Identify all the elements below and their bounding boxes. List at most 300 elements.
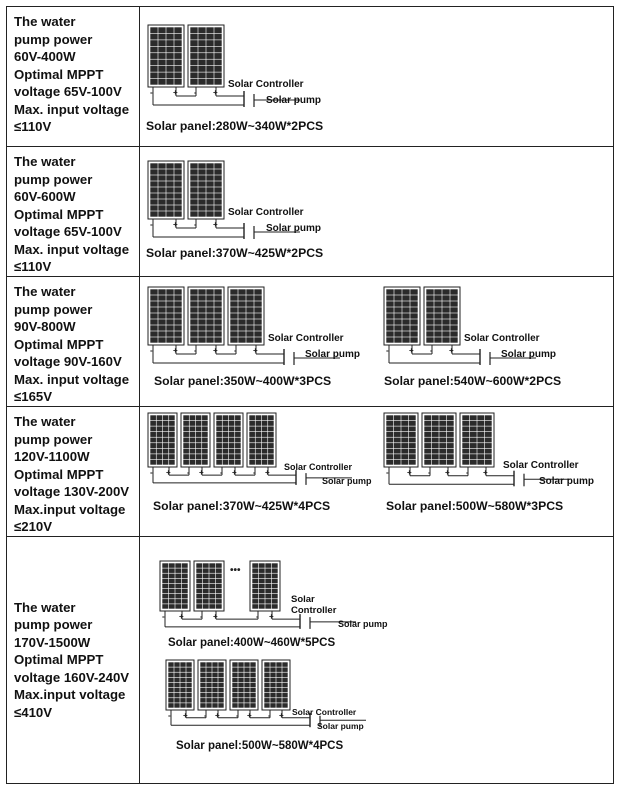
panel-cell <box>196 438 202 443</box>
panel-cell <box>206 66 213 72</box>
diagram-caption: Solar panel:370W~425W*4PCS <box>153 499 331 513</box>
panel-cell <box>168 667 173 672</box>
panel-cell <box>238 698 243 703</box>
panel-cell <box>256 443 262 448</box>
pump-label: Solar pump <box>266 95 322 106</box>
spec-cell: The water pump power 120V-1100W Optimal MPPT voltage 130V-200V Max.input voltage ≤210V <box>7 407 140 536</box>
panel-cell <box>168 683 173 688</box>
panel-cell <box>470 460 477 465</box>
wiring-diagram <box>140 7 610 137</box>
panel-cell <box>169 432 175 437</box>
plus-mark: + <box>445 468 450 477</box>
panel-cell <box>180 688 185 693</box>
panel-cell <box>276 667 281 672</box>
panel-cell <box>270 688 275 693</box>
panel-cell <box>230 295 237 300</box>
panel-cell <box>216 438 222 443</box>
panel-cell <box>250 678 255 683</box>
panel-cell <box>485 415 492 420</box>
panel-cell <box>282 693 287 698</box>
panel-cell <box>174 307 181 312</box>
panel-cell <box>183 449 189 454</box>
panel-cell <box>198 205 205 210</box>
panel-cell <box>200 678 205 683</box>
panel-cell <box>206 27 213 33</box>
panel-cell <box>409 415 416 420</box>
panel-cell <box>196 415 202 420</box>
panel-cell <box>174 40 181 46</box>
panel-cell <box>410 313 417 318</box>
controller-label: Solar Controller <box>228 79 304 90</box>
panel-cell <box>174 60 181 66</box>
panel-cell <box>262 438 268 443</box>
panel-cell <box>174 319 181 324</box>
panel-cell <box>442 337 449 342</box>
panel-cell <box>386 432 393 437</box>
minus-mark: - <box>168 711 171 720</box>
panel-cell <box>270 693 275 698</box>
panel-cell <box>232 678 237 683</box>
panel-cell <box>244 667 249 672</box>
panel-cell <box>186 673 191 678</box>
panel-cell <box>198 72 205 78</box>
panel-cell <box>394 337 401 342</box>
panel-cell <box>214 72 221 78</box>
panel-cell <box>166 181 173 186</box>
panel-cell <box>402 331 409 336</box>
panel-cell <box>477 426 484 431</box>
panel-cell <box>246 313 253 318</box>
panel-cell <box>254 295 261 300</box>
diagram-caption: Solar panel:280W~340W*2PCS <box>146 119 324 133</box>
panel-cell <box>238 703 243 708</box>
minus-mark: - <box>200 612 203 621</box>
panel-cell <box>485 421 492 426</box>
controller-label: Solar Controller <box>284 462 353 472</box>
panel-cell <box>249 449 255 454</box>
wiring-diagram <box>140 537 440 752</box>
panel-cell <box>229 449 235 454</box>
plus-mark: + <box>183 711 188 720</box>
panel-cell <box>174 72 181 78</box>
panel-cell <box>218 678 223 683</box>
panel-cell <box>186 662 191 667</box>
panel-cell <box>447 438 454 443</box>
panel-cell <box>434 331 441 336</box>
panel-cell <box>232 673 237 678</box>
panel-cell <box>174 163 181 168</box>
panel-cell <box>218 667 223 672</box>
panel-cell <box>183 426 189 431</box>
panel-cell <box>401 426 408 431</box>
panel-cell <box>470 415 477 420</box>
panel-cell <box>166 337 173 342</box>
panel-cell <box>276 683 281 688</box>
panel-cell <box>190 193 197 198</box>
panel-cell <box>166 169 173 174</box>
panel-cell <box>238 337 245 342</box>
panel-cell <box>470 443 477 448</box>
panel-cell <box>402 325 409 330</box>
minus-mark: - <box>162 612 165 621</box>
panel-cell <box>434 337 441 342</box>
panel-cell <box>214 211 221 216</box>
panel-cell <box>183 421 189 426</box>
panel-cell <box>235 438 241 443</box>
panel-cell <box>229 438 235 443</box>
panel-cell <box>200 673 205 678</box>
panel-cell <box>477 460 484 465</box>
panel-cell <box>206 47 213 53</box>
panel-cell <box>229 454 235 459</box>
panel-cell <box>214 163 221 168</box>
panel-cell <box>450 313 457 318</box>
panel-cell <box>200 693 205 698</box>
panel-cell <box>394 331 401 336</box>
panel-cell <box>169 421 175 426</box>
panel-cell <box>174 79 181 85</box>
minus-mark: - <box>187 468 190 477</box>
panel-cell <box>157 443 163 448</box>
panel-cell <box>270 683 275 688</box>
panel-cell <box>196 454 202 459</box>
panel-cell <box>450 301 457 306</box>
panel-cell <box>150 211 157 216</box>
panel-cell <box>238 307 245 312</box>
panel-cell <box>256 415 262 420</box>
panel-cell <box>174 211 181 216</box>
panel-cell <box>223 438 229 443</box>
panel-cell <box>229 432 235 437</box>
panel-cell <box>168 673 173 678</box>
panel-cell <box>250 673 255 678</box>
panel-cell <box>394 432 401 437</box>
panel-cell <box>206 319 213 324</box>
panel-cell <box>256 421 262 426</box>
panel-cell <box>214 66 221 72</box>
panel-cell <box>409 449 416 454</box>
table-row <box>7 277 613 407</box>
panel-cell <box>426 301 433 306</box>
panel-cell <box>206 169 213 174</box>
panel-cell <box>174 187 181 192</box>
plus-mark: + <box>449 346 454 355</box>
panel-cell <box>158 53 165 59</box>
panel-cell <box>442 325 449 330</box>
panel-cell <box>206 313 213 318</box>
panel-cell <box>163 443 169 448</box>
panel-cell <box>190 72 197 78</box>
panel-cell <box>202 449 208 454</box>
panel-cell <box>235 454 241 459</box>
panel-cell <box>166 53 173 59</box>
panel-cell <box>200 688 205 693</box>
panel-cell <box>268 454 274 459</box>
panel-cell <box>394 454 401 459</box>
panel-cell <box>206 693 211 698</box>
panel-cell <box>244 662 249 667</box>
panel-cell <box>249 460 255 465</box>
panel-cell <box>244 703 249 708</box>
panel-cell <box>180 698 185 703</box>
panel-cell <box>402 307 409 312</box>
panel-cell <box>262 415 268 420</box>
panel-cell <box>262 432 268 437</box>
panel-cell <box>212 673 217 678</box>
panel-cell <box>190 53 197 59</box>
panel-cell <box>409 443 416 448</box>
panel-cell <box>424 460 431 465</box>
panel-cell <box>238 289 245 294</box>
panel-cell <box>223 454 229 459</box>
panel-cell <box>442 319 449 324</box>
plus-mark: + <box>166 468 171 477</box>
panel-cell <box>462 454 469 459</box>
panel-cell <box>214 169 221 174</box>
panel-cell <box>198 211 205 216</box>
panel-cell <box>206 199 213 204</box>
panel-cell <box>424 421 431 426</box>
panel-cell <box>150 175 157 180</box>
panel-cell <box>174 325 181 330</box>
panel-cell <box>235 432 241 437</box>
panel-cell <box>402 289 409 294</box>
panel-cell <box>394 426 401 431</box>
panel-cell <box>150 295 157 300</box>
panel-cell <box>166 72 173 78</box>
solar-panel <box>228 287 264 345</box>
panel-cell <box>174 662 179 667</box>
panel-cell <box>198 53 205 59</box>
plus-mark: + <box>213 346 218 355</box>
panel-cell <box>394 460 401 465</box>
panel-cell <box>158 199 165 204</box>
panel-cell <box>434 319 441 324</box>
panel-cell <box>214 319 221 324</box>
controller-label: Solar Controller <box>228 207 304 218</box>
panel-cell <box>276 662 281 667</box>
panel-cell <box>183 432 189 437</box>
panel-cell <box>424 432 431 437</box>
panel-cell <box>401 449 408 454</box>
panel-cell <box>150 47 157 53</box>
panel-cell <box>432 443 439 448</box>
panel-cell <box>198 337 205 342</box>
panel-cell <box>386 313 393 318</box>
panel-cell <box>223 426 229 431</box>
panel-cell <box>174 53 181 59</box>
panel-cell <box>439 432 446 437</box>
panel-cell <box>250 698 255 703</box>
panel-cell <box>462 443 469 448</box>
panel-cell <box>166 325 173 330</box>
panel-cell <box>394 301 401 306</box>
panel-cell <box>158 79 165 85</box>
panel-cell <box>150 460 156 465</box>
panel-cell <box>190 187 197 192</box>
panel-cell <box>150 426 156 431</box>
panel-cell <box>470 432 477 437</box>
panel-cell <box>200 662 205 667</box>
panel-cell <box>470 438 477 443</box>
panel-cell <box>254 319 261 324</box>
panel-cell <box>410 331 417 336</box>
panel-cell <box>212 662 217 667</box>
panel-cell <box>402 295 409 300</box>
minus-mark: - <box>220 468 223 477</box>
minus-mark: - <box>194 220 197 229</box>
panel-cell <box>180 703 185 708</box>
panel-cell <box>169 426 175 431</box>
panel-cell <box>282 683 287 688</box>
panel-cell <box>485 449 492 454</box>
panel-cell <box>186 667 191 672</box>
minus-mark: - <box>234 346 237 355</box>
solar-panel <box>148 413 177 467</box>
panel-cell <box>386 337 393 342</box>
panel-cell <box>442 313 449 318</box>
panel-cell <box>202 438 208 443</box>
panel-cell <box>256 438 262 443</box>
panel-cell <box>174 47 181 53</box>
panel-cell <box>216 443 222 448</box>
pump-label: Solar pump <box>501 349 557 360</box>
panel-cell <box>477 432 484 437</box>
panel-cell <box>401 460 408 465</box>
panel-cell <box>470 426 477 431</box>
panel-cell <box>174 301 181 306</box>
controller-label: Solar <box>291 594 315 605</box>
panel-cell <box>200 698 205 703</box>
panel-cell <box>206 683 211 688</box>
panel-cell <box>202 421 208 426</box>
pump-label: Solar pump <box>305 349 361 360</box>
panel-cell <box>477 449 484 454</box>
panel-cell <box>447 432 454 437</box>
panel-cell <box>409 454 416 459</box>
panel-cell <box>198 47 205 53</box>
panel-cell <box>256 454 262 459</box>
panel-cell <box>238 313 245 318</box>
panel-cell <box>166 60 173 66</box>
panel-cell <box>462 432 469 437</box>
panel-cell <box>246 325 253 330</box>
diagram-caption: Solar panel:370W~425W*2PCS <box>146 246 324 260</box>
panel-cell <box>158 331 165 336</box>
panel-cell <box>218 698 223 703</box>
panel-cell <box>386 449 393 454</box>
panel-cell <box>410 289 417 294</box>
panel-cell <box>174 313 181 318</box>
panel-cell <box>214 34 221 40</box>
solar-panel <box>188 161 224 219</box>
panel-cell <box>163 454 169 459</box>
panel-cell <box>174 199 181 204</box>
panel-cell <box>206 703 211 708</box>
panel-cell <box>150 331 157 336</box>
panel-cell <box>202 415 208 420</box>
panel-cell <box>249 454 255 459</box>
panel-cell <box>439 421 446 426</box>
panel-cell <box>282 703 287 708</box>
spec-cell: The water pump power 60V-400W Optimal MPPT voltage 65V-100V Max. input voltage ≤110V <box>7 7 140 146</box>
panel-cell <box>447 449 454 454</box>
panel-cell <box>216 426 222 431</box>
minus-mark: - <box>150 88 153 97</box>
panel-cell <box>150 415 156 420</box>
panel-cell <box>198 175 205 180</box>
panel-cell <box>282 698 287 703</box>
panel-cell <box>235 421 241 426</box>
minus-mark: - <box>204 711 207 720</box>
panel-cell <box>200 683 205 688</box>
panel-cell <box>158 319 165 324</box>
panel-cell <box>230 319 237 324</box>
panel-cell <box>158 40 165 46</box>
panel-cell <box>190 205 197 210</box>
panel-cell <box>232 683 237 688</box>
panel-cell <box>432 421 439 426</box>
panel-cell <box>212 667 217 672</box>
panel-cell <box>462 426 469 431</box>
panel-cell <box>190 181 197 186</box>
panel-cell <box>216 454 222 459</box>
panel-cell <box>386 454 393 459</box>
solar-panel <box>384 413 418 467</box>
solar-panel <box>188 25 224 87</box>
panel-cell <box>386 319 393 324</box>
panel-cell <box>462 449 469 454</box>
minus-mark: - <box>194 88 197 97</box>
panel-cell <box>183 415 189 420</box>
panel-cell <box>256 460 262 465</box>
panel-cell <box>150 193 157 198</box>
panel-cell <box>477 454 484 459</box>
panel-cell <box>150 319 157 324</box>
panel-cell <box>254 289 261 294</box>
panel-cell <box>174 678 179 683</box>
panel-cell <box>424 443 431 448</box>
panel-cell <box>230 331 237 336</box>
wiring-diagram-cell <box>140 537 613 783</box>
panel-cell <box>190 415 196 420</box>
panel-cell <box>246 331 253 336</box>
panel-cell <box>426 331 433 336</box>
panel-cell <box>174 295 181 300</box>
diagram-caption: Solar panel:400W~460W*5PCS <box>168 637 336 649</box>
minus-mark: - <box>150 346 153 355</box>
panel-cell <box>470 421 477 426</box>
panel-cell <box>214 53 221 59</box>
panel-cell <box>166 301 173 306</box>
panel-cell <box>235 415 241 420</box>
panel-cell <box>268 443 274 448</box>
panel-cell <box>394 319 401 324</box>
panel-cell <box>174 667 179 672</box>
panel-cell <box>218 703 223 708</box>
minus-mark: - <box>386 468 389 477</box>
panel-cell <box>158 301 165 306</box>
panel-cell <box>157 432 163 437</box>
panel-cell <box>439 449 446 454</box>
panel-cell <box>426 307 433 312</box>
panel-cell <box>190 163 197 168</box>
panel-cell <box>426 337 433 342</box>
panel-cell <box>386 301 393 306</box>
panel-cell <box>168 662 173 667</box>
panel-cell <box>190 319 197 324</box>
plus-mark: + <box>232 468 237 477</box>
